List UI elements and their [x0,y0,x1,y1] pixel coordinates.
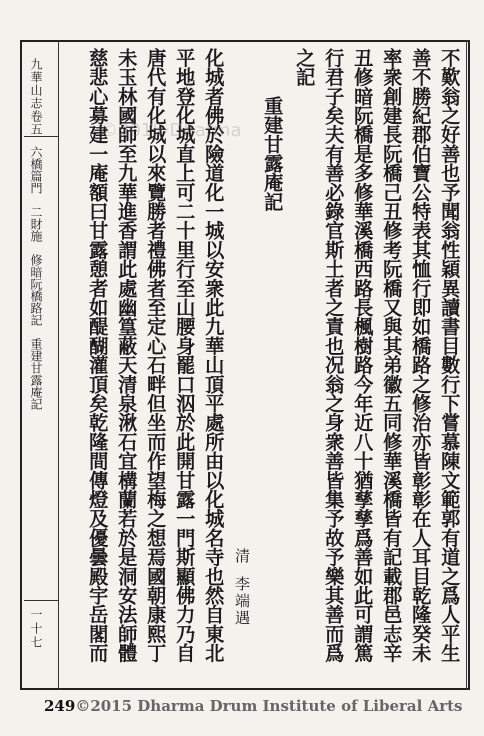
margin-rule-top [24,136,58,137]
margin-page-number: 一十七 [29,608,43,650]
text-column-3: 率衆創建長阮橋己丑修考阮橋又與其弟徽五同修華溪橋皆有記載郡邑志辛 [380,48,404,663]
margin-divider [58,40,59,690]
text-column-5: 行君子矣夫有善必錄官斯土者之責也况翁之身衆善皆集予故予樂其善而爲 [322,48,346,663]
author-name: 李端遇 [233,576,251,627]
footer-copyright: ©2015 Dharma Drum Institute of Liberal Arts [75,697,463,715]
right-border [466,40,467,690]
article-column-5: 慈悲心募建一庵額曰甘露憩者如醍醐灌頂矣乾隆間傳燈及優曇殿宇岳閣而 [86,48,110,663]
text-column-6: 之記 [293,48,317,87]
watermark: ©2015·Dharma [100,120,242,141]
margin-rule-bottom [24,600,58,601]
article-column-2: 平地登化城直上可二十里行至山腰身罷口泅於此開甘露一門斯顯佛力乃自 [173,48,197,663]
margin-book-title: 九華山志卷五 [29,58,43,136]
text-column-4: 丑修暗阮橋是多修華溪橋西路長楓樹路今年近八十猶孳孳爲善如此可謂篤 [351,48,375,663]
text-column-2: 善不勝紀郡伯寶公特表其恤行即如橋路之修治亦皆彰彰在人耳目乾隆癸未 [409,48,433,663]
text-column-1: 不歎翁之好善也予聞翁性穎異讀書目數行下嘗慕陳文範郭有道之爲人平生 [438,48,462,663]
footer-page-number: 249 [44,697,76,715]
article-title: 重建甘露庵記 [261,96,285,212]
article-column-4: 未玉林國師至九華進香謂此處幽篁蔽天清泉湫石宜構蘭若於是洞安法師體 [115,48,139,663]
footer [44,697,462,715]
margin-sections: 六橋篇門 二財施 修暗阮橋路記 重建甘露庵記 [29,146,43,410]
author-dynasty: 清 [233,548,251,563]
article-column-1: 化城者佛於險道化一城以安衆此九華山頂平處所由以化城名寺也然自東北 [202,48,226,663]
article-column-3: 唐代有化城以來覽勝者禮佛者至定心石畔但坐而作望梅之想焉國朝康熙丁 [144,48,168,663]
